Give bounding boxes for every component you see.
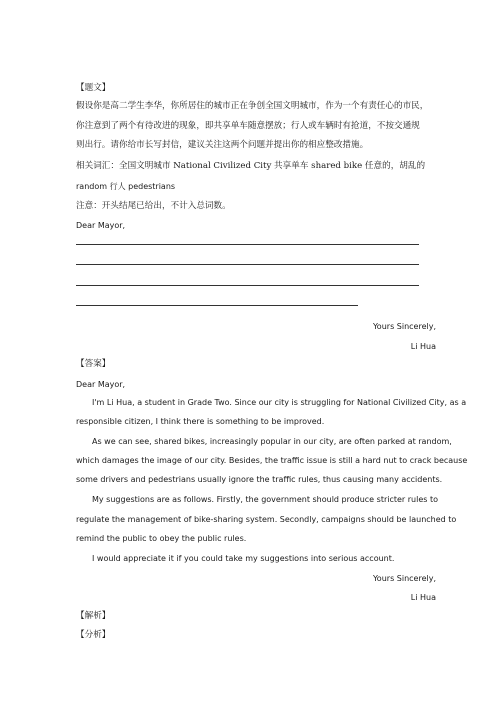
answer-line-3: As we can see, shared bikes, increasingly popular in our city, are often parked at random, [92, 437, 452, 446]
question-closing: Yours Sincerely, [372, 322, 436, 331]
answer-line-8: remind the public to obey the public rules. [76, 534, 247, 543]
answer-line-5: some drivers and pedestrians usually ignore the traffic rules, thus causing many accidents. [76, 475, 443, 484]
blank-line-2 [76, 264, 419, 265]
vocab-line-1: 相关词汇：全国文明城市 National Civilized City 共享单车 shared bike 任意的，胡乱的 [76, 161, 426, 171]
blank-line-4 [76, 305, 358, 306]
answer-line-1: I'm Li Hua, a student in Grade Two. Since our city is struggling for National Civilized City, as a [92, 398, 467, 407]
question-body-line-3: 则出行。请你给市长写封信，建议关注这两个问题并提出你的相应整改措施。 [76, 140, 369, 150]
blank-line-1 [76, 244, 419, 245]
answer-line-7: regulate the management of bike-sharing system. Secondly, campaigns should be launched to [76, 515, 457, 524]
answer-line-9: I would appreciate it if you could take my suggestions into serious account. [92, 554, 395, 563]
answer-line-6: My suggestions are as follows. Firstly, the government should produce stricter rules to [92, 495, 438, 504]
note-text: 注意：开头结尾已给出，不计入总词数。 [76, 201, 231, 211]
question-greeting: Dear Mayor, [76, 221, 126, 230]
question-signature: Li Hua [410, 342, 436, 351]
answer-closing: Yours Sincerely, [372, 574, 436, 583]
vocab-line-2: random 行人 pedestrians [76, 182, 176, 191]
answer-line-2: responsible citizen, I think there is something to be improved. [76, 417, 325, 426]
answer-greeting: Dear Mayor, [76, 380, 126, 389]
question-body-line-1: 假设你是高二学生李华，你所居住的城市正在争创全国文明城市，作为一个有责任心的市民， [76, 101, 429, 111]
analysis-header: 【解析】 [76, 611, 111, 621]
fenxi-header: 【分析】 [76, 630, 111, 640]
blank-line-3 [76, 285, 419, 286]
answer-header: 【答案】 [76, 359, 111, 369]
answer-signature: Li Hua [410, 593, 436, 602]
question-header: 【题文】 [76, 83, 111, 93]
question-body-line-2: 你注意到了两个有待改进的现象，即共享单车随意摆放；行人或车辆时有抢道，不按交通规 [76, 121, 420, 131]
answer-line-4: which damages the image of our city. Besides, the traffic issue is still a hard nut to crack because [76, 456, 468, 465]
